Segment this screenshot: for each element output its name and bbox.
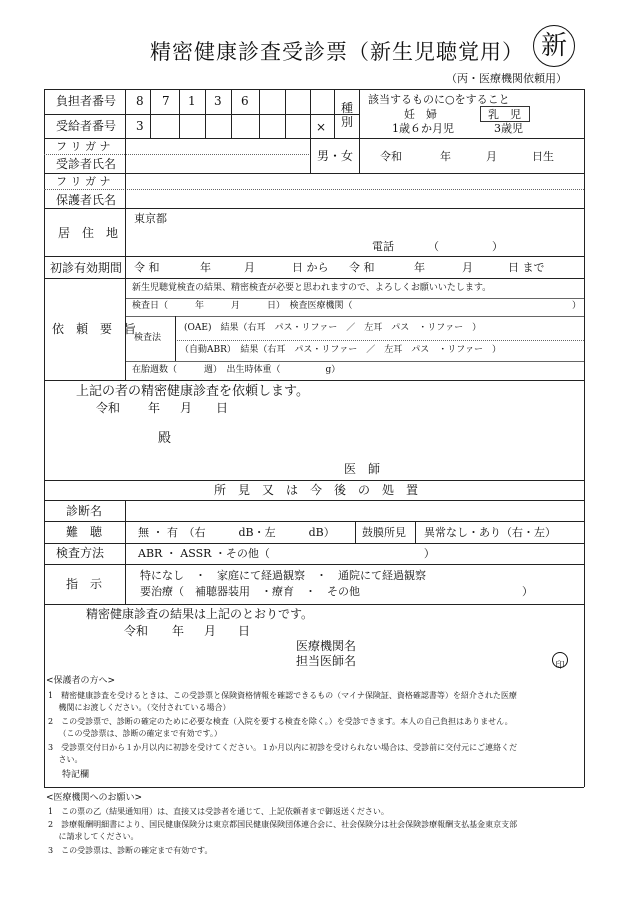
validity-from-day: 日 から [292,261,329,274]
patient-furigana-label: フ リ ガ ナ [56,140,111,153]
seal-mark [552,652,568,671]
payer-digit: 3 [214,94,222,108]
instruction-line2: 要治療（ 補聴器装用 ・療育 ・ その他 [140,585,360,598]
clinic-note: 2 診療報酬明細書により、国民健康保険分は東京都国民健康保険団体連合会に、社会保険分は社会保険診療報酬支払基金東京支部 [48,820,518,829]
request-method-label: 検査法 [134,333,162,343]
guardian-note: さい。 [48,755,83,764]
recipient-number-label: 受給者番号 [56,119,117,133]
payer-number-label: 負担者番号 [56,94,117,108]
result-statement: 精密健康診査の結果は上記のとおりです。 [86,607,314,621]
category-infant: 乳 児 [488,108,521,121]
request-label: 依 頼 要 旨 [52,322,137,336]
clinic-note: 3 この受診票は、診断の確定まで有効です。 [48,846,213,855]
address-prefix: 東京都 [134,212,167,225]
guardian-note: （この受診票は、診断の確定まで有効です。） [48,729,222,738]
request-dono: 殿 [158,431,172,446]
new-stamp-text: 新 [540,31,567,61]
hearing-loss-label: 難 聴 [66,525,103,539]
category-label-2: 別 [341,115,354,129]
request-intro: 新生児聴覚検査の結果、精密検査が必要と思われますので、よろしくお願いいたします。 [132,283,492,293]
phone-close: ） [492,240,503,253]
validity-from-era: 令 和 [134,261,160,274]
validity-to-era: 令 和 [349,261,375,274]
result-day: 日 [238,624,251,638]
eardrum-value: 異常なし・あり（右・左） [424,526,556,539]
address-label: 居 住 地 [58,226,119,240]
clinic-note: 1 この票の乙（結果通知用）は、直接又は受診者を通じて、上記依頼者まで御返送ください。 [48,807,389,816]
instruction-close: ） [522,585,533,598]
request-test-date: 検査日（ 年 月 日） 検査医療機関（ [132,301,353,311]
findings-heading: 所 見 又 は 今 後 の 処 置 [214,483,419,497]
result-year: 年 [172,624,185,638]
facility-name-label: 医療機関名 [296,639,357,653]
result-month: 月 [204,624,217,638]
recipient-digit: 3 [136,119,144,133]
category-18m: 1歳６か月児 [392,122,454,135]
phone-open: （ [428,240,439,253]
validity-to-day: 日 まで [508,261,545,274]
test-method-label: 検査方法 [56,546,105,560]
payer-digit: 6 [241,94,249,108]
form-subtitle: （丙・医療機関依頼用） [446,72,567,85]
page-title: 精密健康診査受診票（新生児聴覚用） [150,40,524,64]
patient-name-label: 受診者氏名 [56,157,117,171]
instruction-label: 指 示 [66,577,103,591]
new-stamp [533,25,575,67]
payer-digit: 7 [162,94,170,108]
request-test-date-close: ） [572,301,582,311]
request-statement: 上記の者の精密健康診査を依頼します。 [76,384,309,399]
request-doctor: 医 師 [344,462,381,476]
phone-label: 電話 [372,240,394,253]
validity-from-year: 年 [200,261,211,274]
birth-year: 年 [440,150,451,163]
result-era: 令和 [124,624,149,638]
physician-name-label: 担当医師名 [296,654,357,668]
category-3y: 3歳児 [494,122,523,135]
payer-digit: 8 [136,94,144,108]
request-oae: (OAE) 結果（右耳 パス・リファー ／ 左耳 パス ・リファー ） [184,323,482,333]
patient-sex: 男・女 [317,149,354,163]
category-label-1: 種 [341,101,354,115]
remarks-label: 特記欄 [62,770,90,780]
guardian-note: 1 精密健康診査を受けるときは、この受診票と保険資格情報を確認できるもの（マイナ保険証、資格確認書等）を紹介された医療 [48,691,517,700]
guardian-note: 機関にお渡しください。（交付されている場合） [48,703,231,712]
birth-month: 月 [486,150,497,163]
clinic-note: に請求してください。 [48,832,139,841]
request-month: 月 [180,401,193,415]
category-pregnant: 妊 婦 [404,108,437,121]
payer-digit: 1 [188,94,196,108]
birth-day: 日生 [532,150,554,163]
test-method-value: ABR ・ ASSR ・その他（ ） [138,547,435,560]
recipient-mark: × [316,120,327,134]
validity-label: 初診有効期間 [50,261,123,275]
guardian-notes-heading: <保護者の方へ> [46,676,116,686]
guardian-name-label: 保護者氏名 [56,193,117,207]
guardian-note: 2 この受診票で、診断の確定のために必要な検査（入院を要する検査を除く。）を受診できます。本人の自己負担はありません。 [48,717,513,726]
validity-to-year: 年 [414,261,425,274]
request-abr: （自動ABR） 結果（右耳 パス・リファー ／ 左耳 パス ・リファー ） [180,345,502,355]
validity-from-month: 月 [244,261,255,274]
instruction-line1: 特になし ・ 家庭にて経過観察 ・ 通院にて経過観察 [140,569,426,582]
request-day: 日 [216,401,229,415]
category-instruction: 該当するものに○をすること [368,93,510,106]
seal-mark-text: 印 [555,661,565,671]
request-year: 年 [148,401,161,415]
diagnosis-label: 診断名 [66,504,103,518]
guardian-note: 3 受診票交付日から１か月以内に初診を受けてください。１か月以内に初診を受けられない場合は、受診前に交付元にご連絡くだ [48,743,518,752]
hearing-loss-value: 無 ・ 有 （右 dB・左 dB） [138,526,335,539]
validity-to-month: 月 [462,261,473,274]
guardian-furigana-label: フ リ ガ ナ [56,175,111,188]
birth-era: 令和 [380,150,402,163]
clinic-notes-heading: <医療機関へのお願い> [46,793,143,803]
request-gestation: 在胎週数（ 週） 出生時体重（ g） [132,365,341,375]
request-era: 令和 [96,401,121,415]
eardrum-label: 鼓膜所見 [362,526,406,539]
